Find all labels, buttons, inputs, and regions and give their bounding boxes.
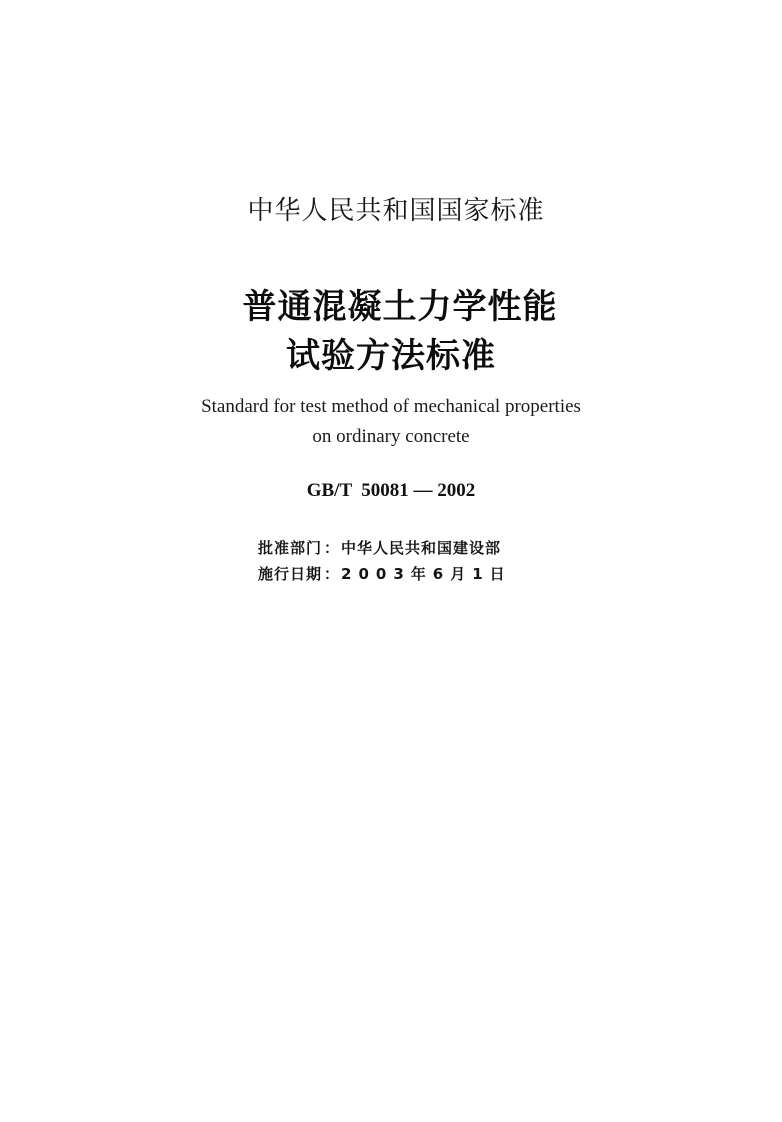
approval-label: 批准部门 xyxy=(258,539,323,557)
approval-separator: ： xyxy=(324,539,340,557)
effective-date-value: 2003年6月1日 xyxy=(341,565,512,583)
english-title-line-1: Standard for test method of mechanical properties xyxy=(201,396,581,417)
document-title-line-1: 普通混凝土力学性能 xyxy=(242,287,558,327)
approval-row xyxy=(258,537,501,558)
english-title-line-2: on ordinary concrete xyxy=(312,426,470,447)
national-standard-heading: 中华人民共和国国家标准 xyxy=(247,196,545,226)
standard-code: GB/T 50081 — 2002 xyxy=(306,480,476,501)
effective-date-row xyxy=(258,563,512,584)
effective-date-label: 施行日期 xyxy=(258,565,323,583)
document-title-line-2: 试验方法标准 xyxy=(286,336,496,376)
approval-value: 中华人民共和国建设部 xyxy=(341,539,502,557)
effective-date-separator: ： xyxy=(324,565,340,583)
